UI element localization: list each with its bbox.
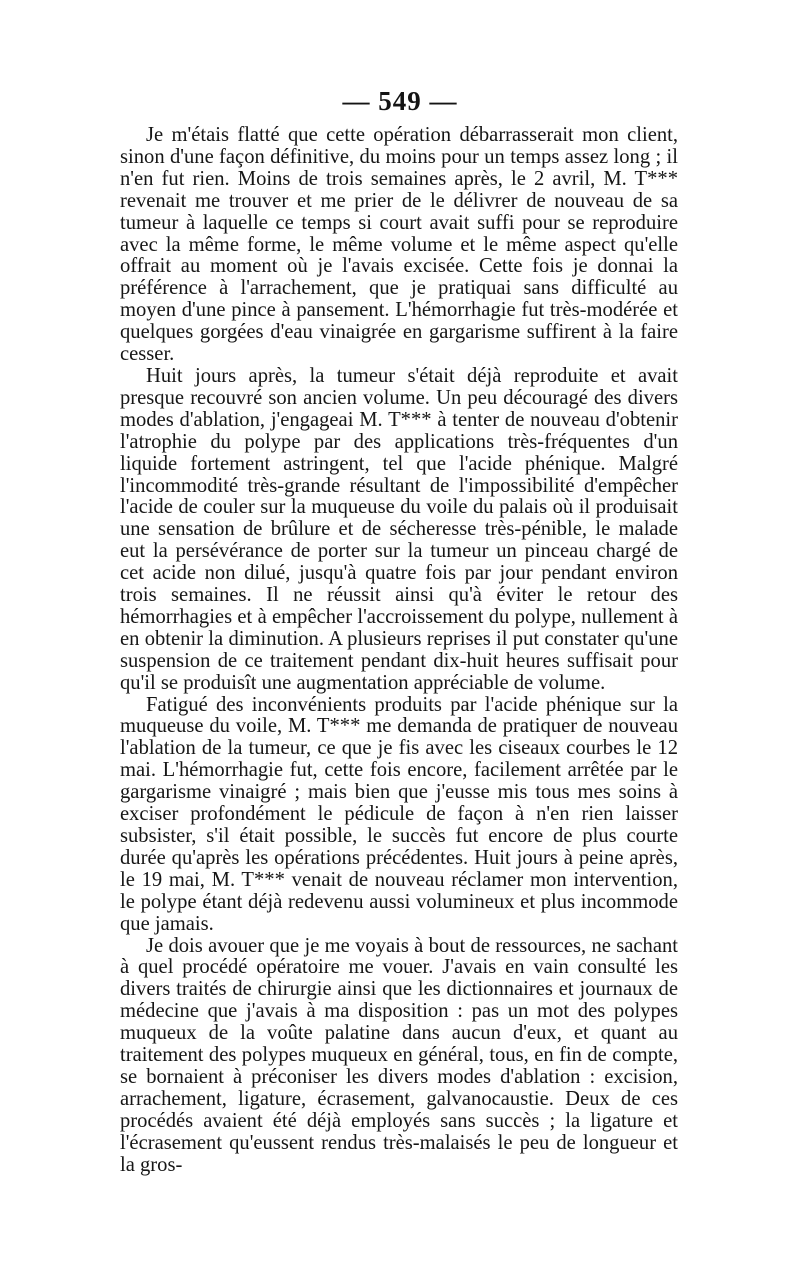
- paragraph-3: Fatigué des inconvénients produits par l'acide phénique sur la muqueuse du voile, M. T*** me demanda de pratiquer de nouveau l'ablation de la tumeur, ce que je fis avec les ciseaux courbes le 12 mai. L'hémorrhagie fut, cette fois encore, facilement arrêtée par le gargarisme vinaigré ; mais bien que j'eusse mis tous mes soins à exciser profondément le pédicule de façon à n'en rien laisser subsister, s'il était possible, le succès fut encore de plus courte durée qu'après les opérations précédentes. Huit jours à peine après, le 19 mai, M. T*** venait de nouveau réclamer mon intervention, le polype étant déjà redevenu aussi volumineux et plus incommode que jamais.: [120, 693, 678, 935]
- body-text: [120, 125, 678, 1177]
- paragraph-4: Je dois avouer que je me voyais à bout de ressources, ne sachant à quel procédé opératoire me vouer. J'avais en vain consulté les divers traités de chirurgie ainsi que les dictionnaires et journaux de médecine que j'avais à ma disposition : pas un mot des polypes muqueux de la voûte palatine dans aucun d'eux, et quant au traitement des polypes muqueux en général, tous, en fin de compte, se bornaient à préconiser les divers modes d'ablation : excision, arrachement, ligature, écrasement, galvanocaustie. Deux de ces procédés avaient été déjà employés sans succès ; la ligature et l'écrasement qu'eussent rendus très-malaisés le peu de longueur et la gros-: [120, 934, 678, 1176]
- paragraph-1: Je m'étais flatté que cette opération débarrasserait mon client, sinon d'une façon définitive, du moins pour un temps assez long ; il n'en fut rien. Moins de trois semaines après, le 2 avril, M. T*** revenait me trouver et me prier de le délivrer de nouveau de sa tumeur à laquelle ce temps si court avait suffi pour se reproduire avec la même forme, le même volume et le même aspect qu'elle offrait au moment où je l'avais excisée. Cette fois je donnai la préférence à l'arrachement, que je pratiquai sans difficulté au moyen d'une pince à pansement. L'hémorrhagie fut très-modérée et quelques gorgées d'eau vinaigrée en gargarisme suffirent à la faire cesser.: [120, 124, 678, 366]
- paragraph-2: Huit jours après, la tumeur s'était déjà reproduite et avait presque recouvré son ancien volume. Un peu découragé des divers modes d'ablation, j'engageai M. T*** à tenter de nouveau d'obtenir l'atrophie du polype par des applications très-fréquentes d'un liquide fortement astringent, tel que l'acide phénique. Malgré l'incommodité très-grande résultant de l'impossibilité d'empêcher l'acide de couler sur la muqueuse du voile du palais où il produisait une sensation de brûlure et de sécheresse très-pénible, le malade eut la persévérance de porter sur la tumeur un pinceau chargé de cet acide non dilué, jusqu'à quatre fois par jour pendant environ trois semaines. Il ne réussit ainsi qu'à éviter le retour des hémorrhagies et à empêcher l'accroissement du polype, nullement à en obtenir la diminution. A plusieurs reprises il put constater qu'une suspension de ce traitement pendant dix-huit heures suffisait pour qu'il se produisît une augmentation appréciable de volume.: [120, 364, 678, 694]
- page-number: — 549 —: [342, 86, 458, 116]
